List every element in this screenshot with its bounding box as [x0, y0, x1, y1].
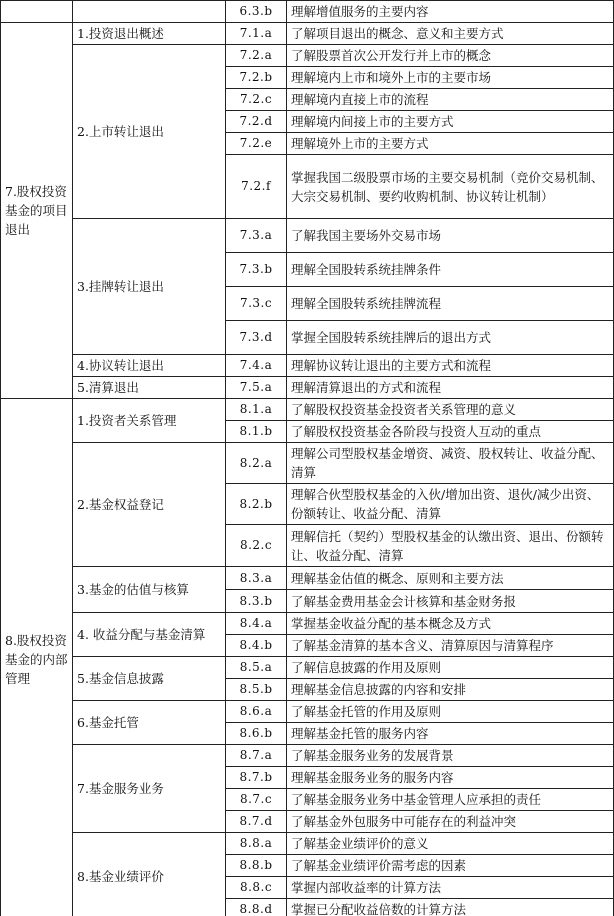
requirement-text: 理解信托（契约）型股权基金的认缴出资、退出、份额转让、收益分配、清算 [287, 525, 614, 567]
section-cell [73, 1, 226, 23]
requirement-text: 掌握基金收益分配的基本概念及方式 [287, 613, 614, 635]
table-row [1, 45, 614, 67]
chapter-cell: 8.股权投资基金的内部管理 [1, 399, 73, 916]
chapter-cell [1, 1, 73, 23]
requirement-text: 理解合伙型股权基金的入伙/增加出资、退伙/减少出资、份额转让、收益分配、清算 [287, 484, 614, 525]
requirement-text: 理解基金估值的概念、原则和主要方法 [287, 567, 614, 590]
table-row [1, 219, 614, 253]
table-row [1, 701, 614, 723]
section-cell: 4. 收益分配与基金清算 [73, 613, 226, 657]
requirement-text: 了解股权投资基金投资者关系管理的意义 [287, 399, 614, 421]
requirement-code: 8.8.b [226, 855, 287, 877]
requirement-code: 7.2.f [226, 155, 287, 219]
table-row [1, 567, 614, 590]
requirement-text: 了解基金服务业务中基金管理人应承担的责任 [287, 789, 614, 811]
section-cell: 2.基金权益登记 [73, 443, 226, 567]
requirement-code: 8.5.a [226, 657, 287, 679]
requirement-code: 8.3.b [226, 590, 287, 613]
requirement-code: 7.2.c [226, 89, 287, 111]
table-row [1, 745, 614, 767]
requirement-text: 掌握全国股转系统挂牌后的退出方式 [287, 321, 614, 355]
requirement-code: 7.2.e [226, 133, 287, 155]
table-row [1, 657, 614, 679]
requirement-code: 8.4.a [226, 613, 287, 635]
requirement-code: 8.1.b [226, 421, 287, 443]
table-row [1, 443, 614, 484]
requirement-text: 了解基金服务业务的发展背景 [287, 745, 614, 767]
requirement-code: 7.2.d [226, 111, 287, 133]
requirement-code: 8.1.a [226, 399, 287, 421]
requirement-text: 了解股票首次公开发行并上市的概念 [287, 45, 614, 67]
requirement-text: 理解境内直接上市的流程 [287, 89, 614, 111]
requirement-code: 7.3.d [226, 321, 287, 355]
requirement-code: 8.7.c [226, 789, 287, 811]
requirement-code: 7.4.a [226, 355, 287, 377]
table-row [1, 23, 614, 45]
table-row [1, 833, 614, 855]
requirement-text: 了解基金托管的作用及原则 [287, 701, 614, 723]
requirement-text: 了解基金业绩评价需考虑的因素 [287, 855, 614, 877]
requirement-code: 8.8.a [226, 833, 287, 855]
requirement-code: 7.5.a [226, 377, 287, 399]
requirement-code: 7.1.a [226, 23, 287, 45]
requirement-text: 了解基金费用基金会计核算和基金财务报 [287, 590, 614, 613]
requirement-text: 了解股权投资基金各阶段与投资人互动的重点 [287, 421, 614, 443]
requirement-text: 了解基金业绩评价的意义 [287, 833, 614, 855]
requirement-text: 理解境外上市的主要方式 [287, 133, 614, 155]
requirement-code: 8.8.c [226, 877, 287, 899]
requirement-text: 理解境内间接上市的主要方式 [287, 111, 614, 133]
requirement-code: 7.3.a [226, 219, 287, 253]
requirement-text: 理解清算退出的方式和流程 [287, 377, 614, 399]
section-cell: 3.基金的估值与核算 [73, 567, 226, 613]
requirement-text: 理解增值服务的主要内容 [287, 1, 614, 23]
requirement-text: 理解基金托管的服务内容 [287, 723, 614, 745]
requirement-code: 8.8.d [226, 899, 287, 916]
requirement-code: 8.4.b [226, 635, 287, 657]
syllabus-table-body [1, 1, 614, 916]
table-row [1, 377, 614, 399]
table-row [1, 399, 614, 421]
requirement-text: 理解协议转让退出的主要方式和流程 [287, 355, 614, 377]
section-cell: 7.基金服务业务 [73, 745, 226, 833]
requirement-code: 7.3.c [226, 287, 287, 321]
requirement-text: 了解基金外包服务中可能存在的利益冲突 [287, 811, 614, 833]
section-cell: 2.上市转让退出 [73, 45, 226, 219]
requirement-code: 8.2.a [226, 443, 287, 484]
requirement-text: 理解全国股转系统挂牌流程 [287, 287, 614, 321]
requirement-text: 了解基金清算的基本含义、清算原因与清算程序 [287, 635, 614, 657]
section-cell: 6.基金托管 [73, 701, 226, 745]
requirement-text: 掌握我国二级股票市场的主要交易机制（竞价交易机制、大宗交易机制、要约收购机制、协议转让机制） [287, 155, 614, 219]
requirement-text: 理解基金服务业务的服务内容 [287, 767, 614, 789]
requirement-code: 8.3.a [226, 567, 287, 590]
section-cell: 5.基金信息披露 [73, 657, 226, 701]
requirement-text: 理解境内上市和境外上市的主要市场 [287, 67, 614, 89]
requirement-text: 理解基金信息披露的内容和安排 [287, 679, 614, 701]
requirement-text: 了解我国主要场外交易市场 [287, 219, 614, 253]
requirement-code: 8.2.b [226, 484, 287, 525]
requirement-text: 理解全国股转系统挂牌条件 [287, 253, 614, 287]
section-cell: 5.清算退出 [73, 377, 226, 399]
requirement-code: 7.2.b [226, 67, 287, 89]
requirement-code: 8.6.b [226, 723, 287, 745]
requirement-text: 了解信息披露的作用及原则 [287, 657, 614, 679]
requirement-code: 8.6.a [226, 701, 287, 723]
requirement-text: 了解项目退出的概念、意义和主要方式 [287, 23, 614, 45]
section-cell: 1.投资退出概述 [73, 23, 226, 45]
requirement-code: 8.7.a [226, 745, 287, 767]
requirement-code: 7.2.a [226, 45, 287, 67]
section-cell: 8.基金业绩评价 [73, 833, 226, 916]
requirement-code: 7.3.b [226, 253, 287, 287]
requirement-code: 8.7.d [226, 811, 287, 833]
section-cell: 4.协议转让退出 [73, 355, 226, 377]
table-row [1, 1, 614, 23]
requirement-text: 掌握已分配收益倍数的计算方法 [287, 899, 614, 916]
section-cell: 1.投资者关系管理 [73, 399, 226, 443]
table-row [1, 613, 614, 635]
chapter-cell: 7.股权投资基金的项目退出 [1, 23, 73, 399]
requirement-text: 掌握内部收益率的计算方法 [287, 877, 614, 899]
requirement-code: 8.7.b [226, 767, 287, 789]
requirement-text: 理解公司型股权基金增资、减资、股权转让、收益分配、清算 [287, 443, 614, 484]
requirement-code: 6.3.b [226, 1, 287, 23]
table-row [1, 355, 614, 377]
requirement-code: 8.2.c [226, 525, 287, 567]
requirement-code: 8.5.b [226, 679, 287, 701]
section-cell: 3.挂牌转让退出 [73, 219, 226, 355]
